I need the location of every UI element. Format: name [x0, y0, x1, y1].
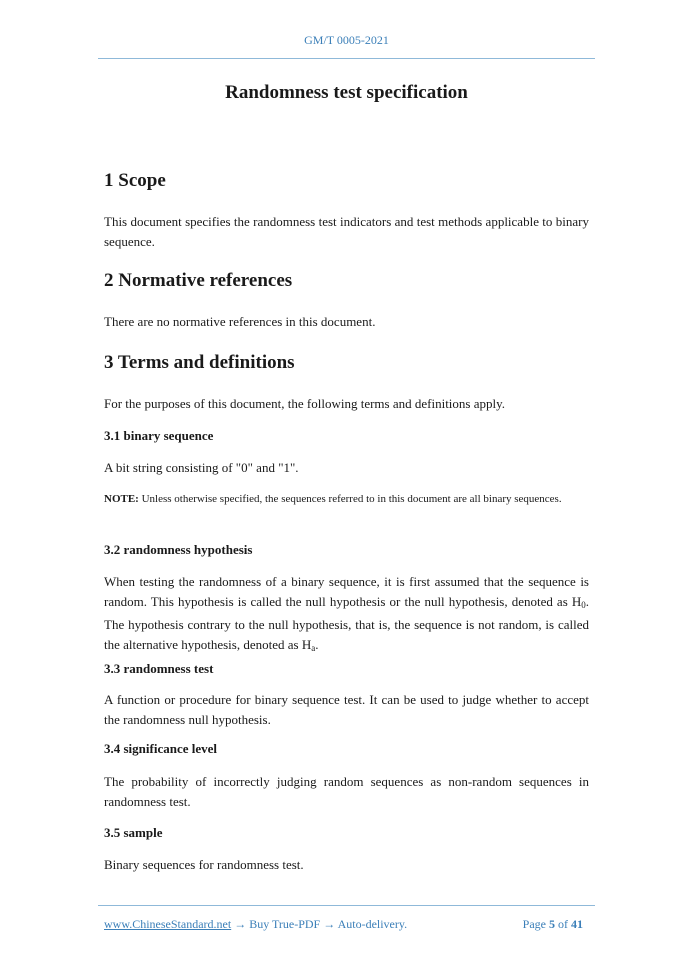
h0-subscript: 0	[581, 600, 586, 610]
note-text: Unless otherwise specified, the sequences referred to in this document are all binary sequences.	[138, 493, 562, 505]
definition-text-randomness-hypothesis	[104, 572, 589, 658]
normative-references-paragraph: There are no normative references in this document.	[104, 314, 376, 329]
section-heading-terms-definitions: 3 Terms and definitions	[104, 352, 295, 373]
page-current: 5	[549, 917, 555, 931]
hypothesis-text-part-1: When testing the randomness of a binary sequence, it is first assumed that the sequence is random. This hypothesis is called the null hypothesis or the null hypothesis, denoted as H	[104, 574, 589, 609]
document-title: Randomness test specification	[225, 82, 468, 103]
note-label: NOTE:	[104, 493, 139, 505]
footer-promo	[104, 917, 407, 932]
ha-subscript: a	[311, 643, 316, 653]
terms-intro-paragraph: For the purposes of this document, the following terms and definitions apply.	[104, 396, 506, 411]
section-heading-scope: 1 Scope	[104, 170, 166, 191]
definition-heading-randomness-hypothesis: 3.2 randomness hypothesis	[104, 542, 253, 557]
page-total: 41	[571, 917, 583, 931]
footer-site-link[interactable]: www.ChineseStandard.net	[104, 917, 232, 931]
section-heading-normative-references: 2 Normative references	[104, 270, 293, 291]
hypothesis-text-part-2: . The hypothesis contrary to the null hypothesis, that is, the sequence is not random, is called the alternative hypothesis, denoted as H	[104, 594, 589, 652]
footer-promo-text: → Buy True-PDF → Auto-delivery.	[231, 917, 408, 931]
hypothesis-text-part-3: .	[315, 637, 319, 652]
definition-text-binary-sequence: A bit string consisting of "0" and "1".	[104, 460, 299, 475]
definition-heading-significance-level: 3.4 significance level	[104, 741, 218, 756]
page-word: Page	[522, 917, 549, 931]
note-binary-sequence	[104, 490, 589, 509]
page-of: of	[555, 917, 571, 931]
definition-heading-randomness-test: 3.3 randomness test	[104, 661, 214, 676]
definition-text-randomness-test: A function or procedure for binary sequence test. It can be used to judge whether to accept the randomness null hypothesis.	[104, 692, 589, 727]
page-number	[523, 917, 583, 932]
scope-paragraph: This document specifies the randomness test indicators and test methods applicable to binary sequence.	[104, 214, 589, 249]
footer-divider	[98, 905, 595, 906]
definition-text-sample: Binary sequences for randomness test.	[104, 857, 304, 872]
definition-text-significance-level: The probability of incorrectly judging random sequences as non-random sequences in randomness test.	[104, 774, 589, 809]
definition-heading-binary-sequence: 3.1 binary sequence	[104, 428, 214, 443]
header-divider	[98, 58, 595, 59]
page-header-standard-code: GM/T 0005-2021	[304, 33, 389, 47]
definition-heading-sample: 3.5 sample	[104, 825, 163, 840]
